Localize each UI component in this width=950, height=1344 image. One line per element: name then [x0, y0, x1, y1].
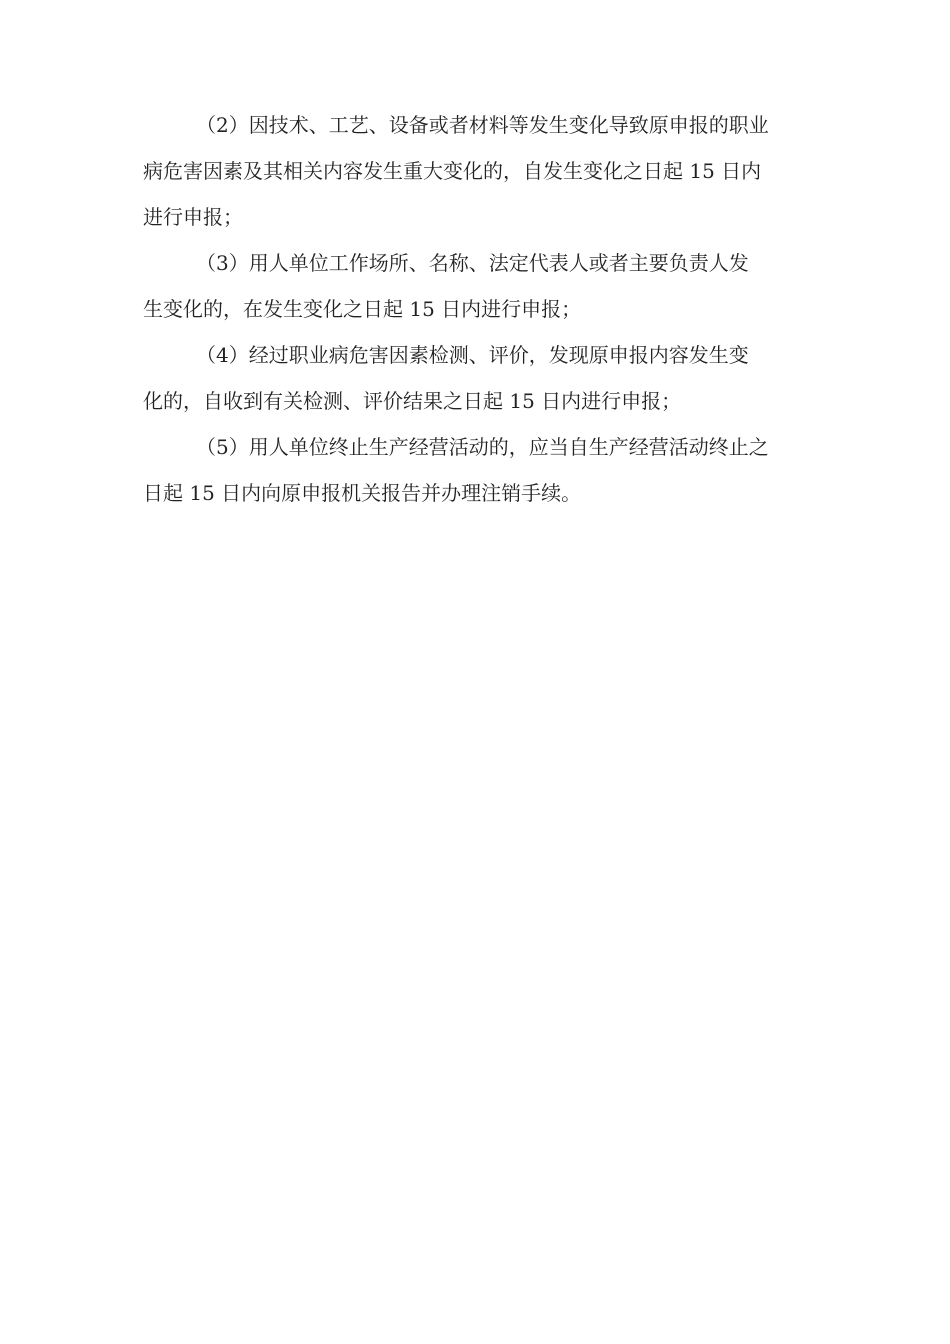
- paragraph-line: （2）因技术、工艺、设备或者材料等发生变化导致原申报的职业: [196, 113, 769, 137]
- paragraph-line: 日起 15 日内向原申报机关报告并办理注销手续。: [143, 481, 582, 505]
- paragraph-line: 生变化的，在发生变化之日起 15 日内进行申报；: [143, 297, 582, 321]
- paragraph-line: （4）经过职业病危害因素检测、评价，发现原申报内容发生变: [196, 343, 749, 367]
- paragraph-line: 进行申报；: [143, 205, 243, 229]
- paragraph-line: （3）用人单位工作场所、名称、法定代表人或者主要负责人发: [196, 251, 749, 275]
- paragraph-line: （5）用人单位终止生产经营活动的，应当自生产经营活动终止之: [196, 435, 769, 459]
- paragraph-line: 化的，自收到有关检测、评价结果之日起 15 日内进行申报；: [143, 389, 682, 413]
- paragraph-line: 病危害因素及其相关内容发生重大变化的，自发生变化之日起 15 日内: [143, 159, 762, 183]
